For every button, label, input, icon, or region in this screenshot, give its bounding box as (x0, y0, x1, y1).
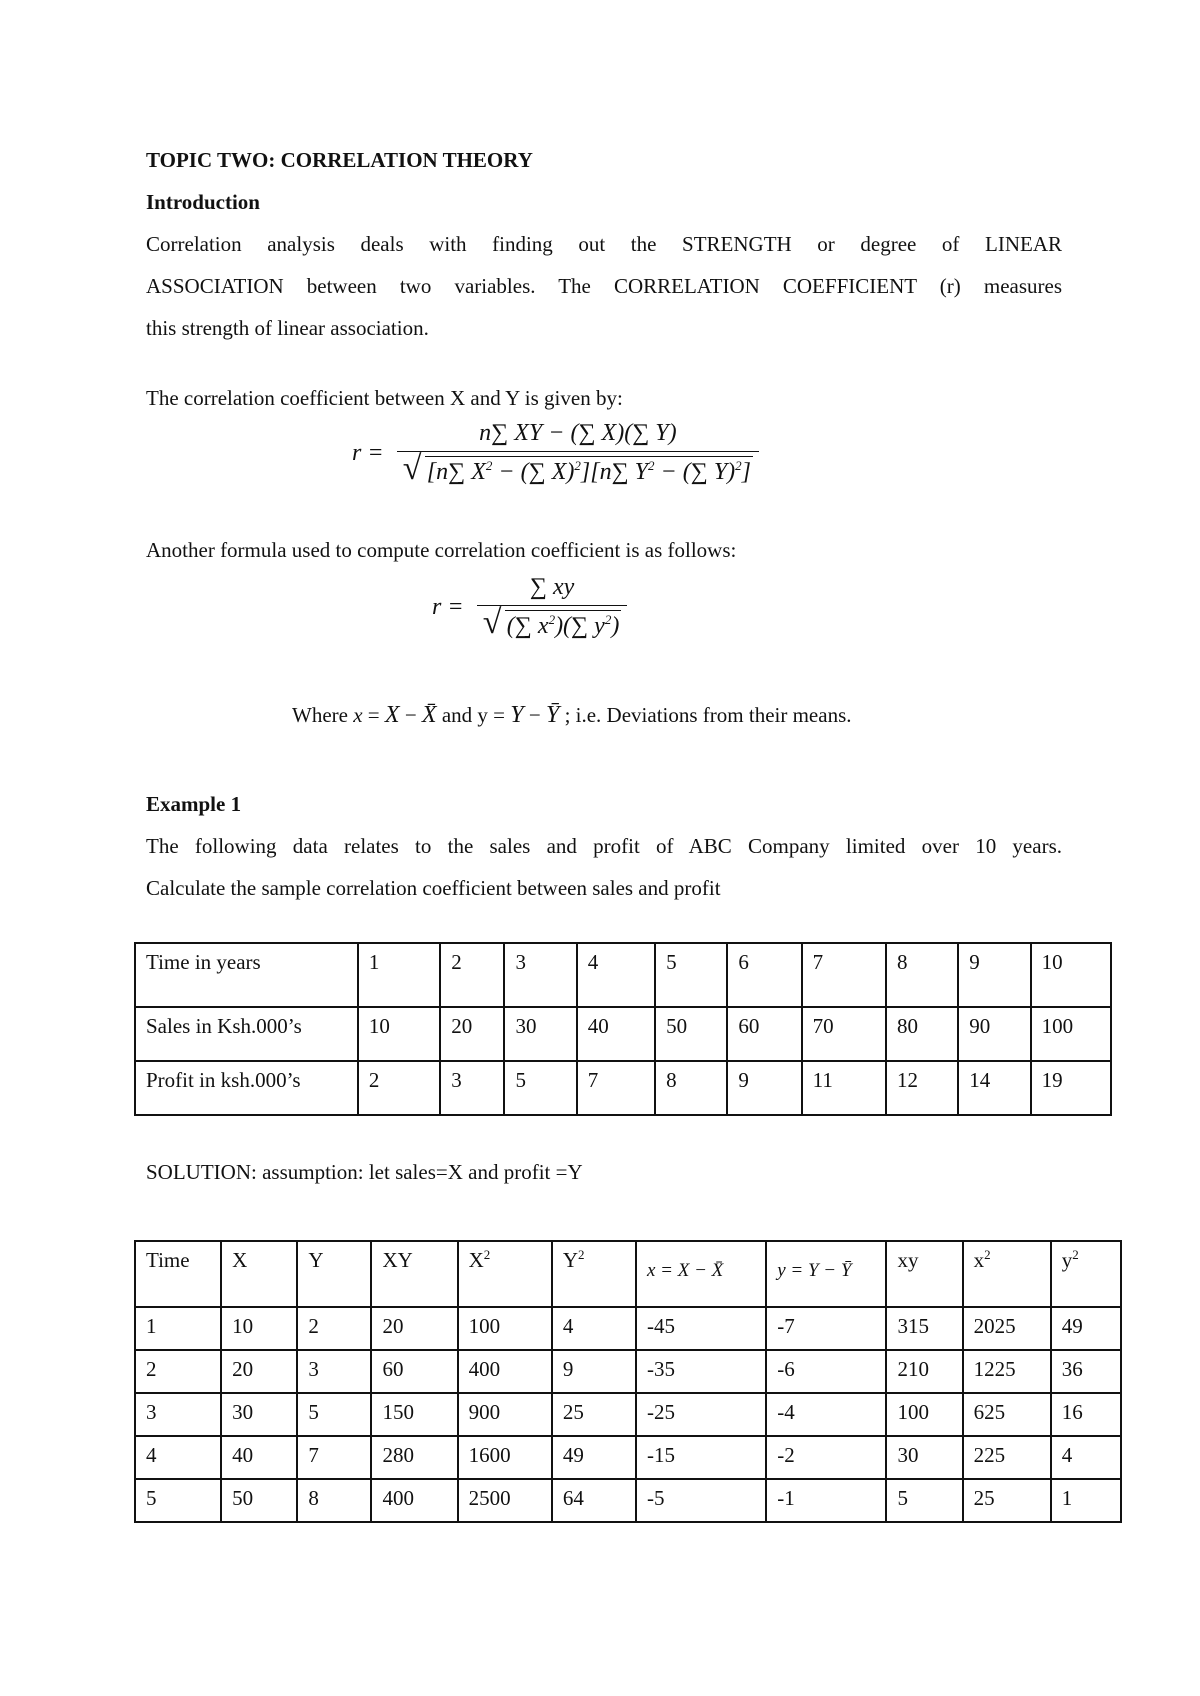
table-cell: -35 (636, 1350, 766, 1393)
table-cell: 225 (963, 1436, 1051, 1479)
table-cell: 16 (1051, 1393, 1121, 1436)
table-cell: 1 (1051, 1479, 1121, 1522)
formula2-numerator: ∑ xy (529, 574, 575, 600)
intro-line-3: this strength of linear association. (146, 316, 429, 340)
formula2-denominator (477, 605, 628, 640)
table-row (135, 1393, 1121, 1436)
header-y-squared: $Y^2$ (552, 1241, 636, 1307)
header-time: Time (135, 1241, 221, 1307)
header-x-upper: X (221, 1241, 297, 1307)
table-cell: 5 (886, 1479, 962, 1522)
table-cell: 20 (221, 1350, 297, 1393)
table-cell: -4 (766, 1393, 886, 1436)
table-cell: 4 (1051, 1436, 1121, 1479)
computation-table (134, 1240, 1122, 1523)
formula1-sqrt: √ [n∑ $X^2$ − (∑ X)$^2$][n∑ $Y^2$ − (∑ Y)$^2$] (403, 456, 753, 486)
header-xy-upper: XY (371, 1241, 457, 1307)
table-cell: 19 (1031, 1061, 1111, 1115)
page-heading: TOPIC TWO: CORRELATION THEORY (146, 148, 533, 172)
table-cell: 10 (358, 1007, 440, 1061)
table-cell: 36 (1051, 1350, 1121, 1393)
table-cell: 3 (440, 1061, 504, 1115)
table-cell: 2 (297, 1307, 371, 1350)
table-cell: 5 (297, 1393, 371, 1436)
solution-line: SOLUTION: assumption: let sales=X and profit =Y (146, 1160, 583, 1184)
table-cell: 5 (135, 1479, 221, 1522)
table-cell: 2500 (458, 1479, 552, 1522)
formula2-lhs: r = (432, 593, 464, 620)
table-row (135, 1307, 1121, 1350)
table-cell: 9 (727, 1061, 801, 1115)
table-cell: 5 (655, 943, 727, 1007)
table-cell: 3 (297, 1350, 371, 1393)
table-cell: 30 (886, 1436, 962, 1479)
intro-line-2: ASSOCIATION between two variables. The CORRELATION COEFFICIENT (r) measures (146, 274, 1062, 298)
table-cell: 10 (1031, 943, 1111, 1007)
table-row-profit-row (135, 1061, 1111, 1115)
table-cell: 80 (886, 1007, 958, 1061)
table-cell: 40 (577, 1007, 655, 1061)
table-row (135, 1436, 1121, 1479)
table-cell: 1 (135, 1307, 221, 1350)
table-cell: -45 (636, 1307, 766, 1350)
formula-1 (352, 420, 759, 486)
table-cell: 50 (655, 1007, 727, 1061)
table-cell: 100 (1031, 1007, 1111, 1061)
formula1-denominator (397, 451, 759, 486)
table-cell: -6 (766, 1350, 886, 1393)
table-row-sales-row (135, 1007, 1111, 1061)
table-cell: 400 (458, 1350, 552, 1393)
header-x-deviation: x = X − X̄ (636, 1241, 766, 1307)
table-cell: 5 (504, 1061, 576, 1115)
table-cell: -5 (636, 1479, 766, 1522)
formula2-sqrt: √ (∑ $x^2)(\sum$ $y^2$) (483, 610, 622, 640)
table-cell: 25 (552, 1393, 636, 1436)
formula2-intro: Another formula used to compute correlation coefficient is as follows: (146, 538, 737, 562)
table-cell: 25 (963, 1479, 1051, 1522)
table-cell: 1600 (458, 1436, 552, 1479)
formula1-numerator: n∑ XY − (∑ X)(∑ Y) (479, 420, 677, 446)
example-line-1: The following data relates to the sales and profit of ABC Company limited over 10 years. (146, 834, 1062, 858)
table-cell: 20 (371, 1307, 457, 1350)
table-cell: 49 (552, 1436, 636, 1479)
table-row (135, 1350, 1121, 1393)
formula-2 (432, 574, 627, 640)
formula2-fraction (477, 574, 628, 640)
table-cell: 4 (577, 943, 655, 1007)
table-cell: 210 (886, 1350, 962, 1393)
deviation-definition: Where x = X − X̄ and y = Y − Ȳ ; i.e. Deviations from their means. (292, 702, 852, 728)
table-cell: 64 (552, 1479, 636, 1522)
table-cell: 1225 (963, 1350, 1051, 1393)
table-cell: Profit in ksh.000’s (135, 1061, 358, 1115)
table-cell: 6 (727, 943, 801, 1007)
table-cell: 8 (297, 1479, 371, 1522)
table-cell: 9 (958, 943, 1030, 1007)
formula1-fraction (397, 420, 759, 486)
table-cell: -7 (766, 1307, 886, 1350)
table-row-time-row (135, 943, 1111, 1007)
table-cell: 4 (552, 1307, 636, 1350)
formula1-lhs: r = (352, 439, 384, 466)
table-cell: 1 (358, 943, 440, 1007)
table-cell: 7 (577, 1061, 655, 1115)
table-cell: 280 (371, 1436, 457, 1479)
table-cell: 40 (221, 1436, 297, 1479)
table-cell: 150 (371, 1393, 457, 1436)
table-cell: 7 (802, 943, 886, 1007)
table-cell: -15 (636, 1436, 766, 1479)
table-cell: 30 (221, 1393, 297, 1436)
table-cell: 49 (1051, 1307, 1121, 1350)
table-cell: 7 (297, 1436, 371, 1479)
table-cell: 900 (458, 1393, 552, 1436)
table-cell: 50 (221, 1479, 297, 1522)
header-xy-lower: xy (886, 1241, 962, 1307)
table-cell: 3 (504, 943, 576, 1007)
table-cell: 60 (727, 1007, 801, 1061)
table-cell: 11 (802, 1061, 886, 1115)
table-cell: 20 (440, 1007, 504, 1061)
header-y-dev-squared: $y^2$ (1051, 1241, 1121, 1307)
table-cell: 60 (371, 1350, 457, 1393)
table-cell: 315 (886, 1307, 962, 1350)
header-x-dev-squared: $x^2$ (963, 1241, 1051, 1307)
section-title-introduction: Introduction (146, 190, 260, 214)
table-cell: 4 (135, 1436, 221, 1479)
table-cell: 8 (655, 1061, 727, 1115)
table-cell: 100 (886, 1393, 962, 1436)
table-cell: 2 (358, 1061, 440, 1115)
table-cell: Sales in Ksh.000’s (135, 1007, 358, 1061)
intro-line-1: Correlation analysis deals with finding out the STRENGTH or degree of LINEAR (146, 232, 1062, 256)
table-cell: 30 (504, 1007, 576, 1061)
table-cell: 2025 (963, 1307, 1051, 1350)
formula1-intro: The correlation coefficient between X and Y is given by: (146, 386, 623, 410)
computation-table-header-row (135, 1241, 1121, 1307)
header-y-deviation: y = Y − Ȳ (766, 1241, 886, 1307)
table-cell: Time in years (135, 943, 358, 1007)
table-cell: 12 (886, 1061, 958, 1115)
table-cell: 400 (371, 1479, 457, 1522)
table-cell: 2 (440, 943, 504, 1007)
sales-profit-table (134, 942, 1112, 1116)
table-cell: 625 (963, 1393, 1051, 1436)
table-cell: 10 (221, 1307, 297, 1350)
table-cell: -1 (766, 1479, 886, 1522)
header-y-upper: Y (297, 1241, 371, 1307)
table-cell: 100 (458, 1307, 552, 1350)
example-line-2: Calculate the sample correlation coefficient between sales and profit (146, 876, 721, 900)
table-cell: 9 (552, 1350, 636, 1393)
table-cell: -25 (636, 1393, 766, 1436)
table-cell: -2 (766, 1436, 886, 1479)
table-cell: 14 (958, 1061, 1030, 1115)
header-x-squared: $X^2$ (458, 1241, 552, 1307)
table-row (135, 1479, 1121, 1522)
table-cell: 8 (886, 943, 958, 1007)
table-cell: 70 (802, 1007, 886, 1061)
example-title: Example 1 (146, 792, 242, 816)
table-cell: 90 (958, 1007, 1030, 1061)
table-cell: 3 (135, 1393, 221, 1436)
table-cell: 2 (135, 1350, 221, 1393)
